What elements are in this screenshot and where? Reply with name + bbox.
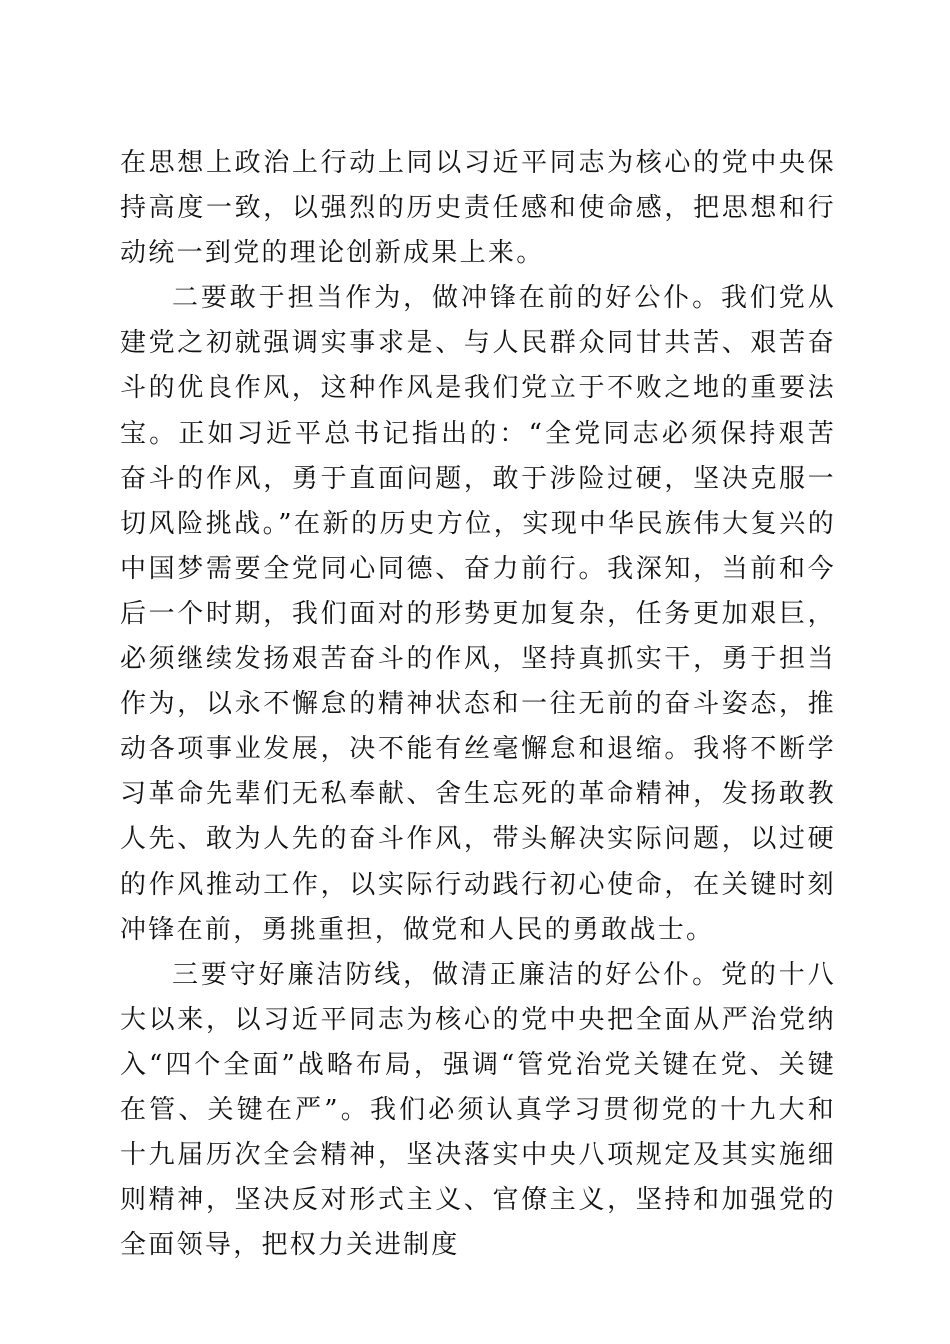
document-body (120, 141, 836, 1268)
paragraph-continued: 在思想上政治上行动上同以习近平同志为核心的党中央保持高度一致，以强烈的历史责任感和使命感，把思想和行动统一到党的理论创新成果上来。 (120, 148, 836, 269)
paragraph-two: 二要敢于担当作为，做冲锋在前的好公仆。我们党从建党之初就强调实事求是、与人民群众同甘共苦、艰苦奋斗的优良作风，这种作风是我们党立于不败之地的重要法宝。正如习近平总书记指出的：“全党同志必须保持艰苦奋斗的作风，勇于直面问题，敢于涉险过硬，坚决克服一切风险挑战。”在新的历史方位，实现中华民族伟大复兴的中国梦需要全党同心同德、奋力前行。我深知，当前和今后一个时期，我们面对的形势更加复杂，任务更加艰巨，必须继续发扬艰苦奋斗的作风，坚持真抓实干，勇于担当作为，以永不懈怠的精神状态和一往无前的奋斗姿态，推动各项事业发展，决不能有丝毫懈怠和退缩。我将不断学习革命先辈们无私奉献、舍生忘死的革命精神，发扬敢教人先、敢为人先的奋斗作风，带头解决实际问题，以过硬的作风推动工作，以实际行动践行初心使命，在关键时刻冲锋在前，勇挑重担，做党和人民的勇敢战士。 (120, 283, 836, 945)
paragraph-three: 三要守好廉洁防线，做清正廉洁的好公仆。党的十八大以来，以习近平同志为核心的党中央把全面从严治党纳入“四个全面”战略布局，强调“管党治党关键在党、关键在管、关键在严”。我们必须认真学习贯彻党的十九大和十九届历次全会精神，坚决落实中央八项规定及其实施细则精神，坚决反对形式主义、官僚主义，坚持和加强党的全面领导，把权力关进制度 (120, 959, 836, 1261)
